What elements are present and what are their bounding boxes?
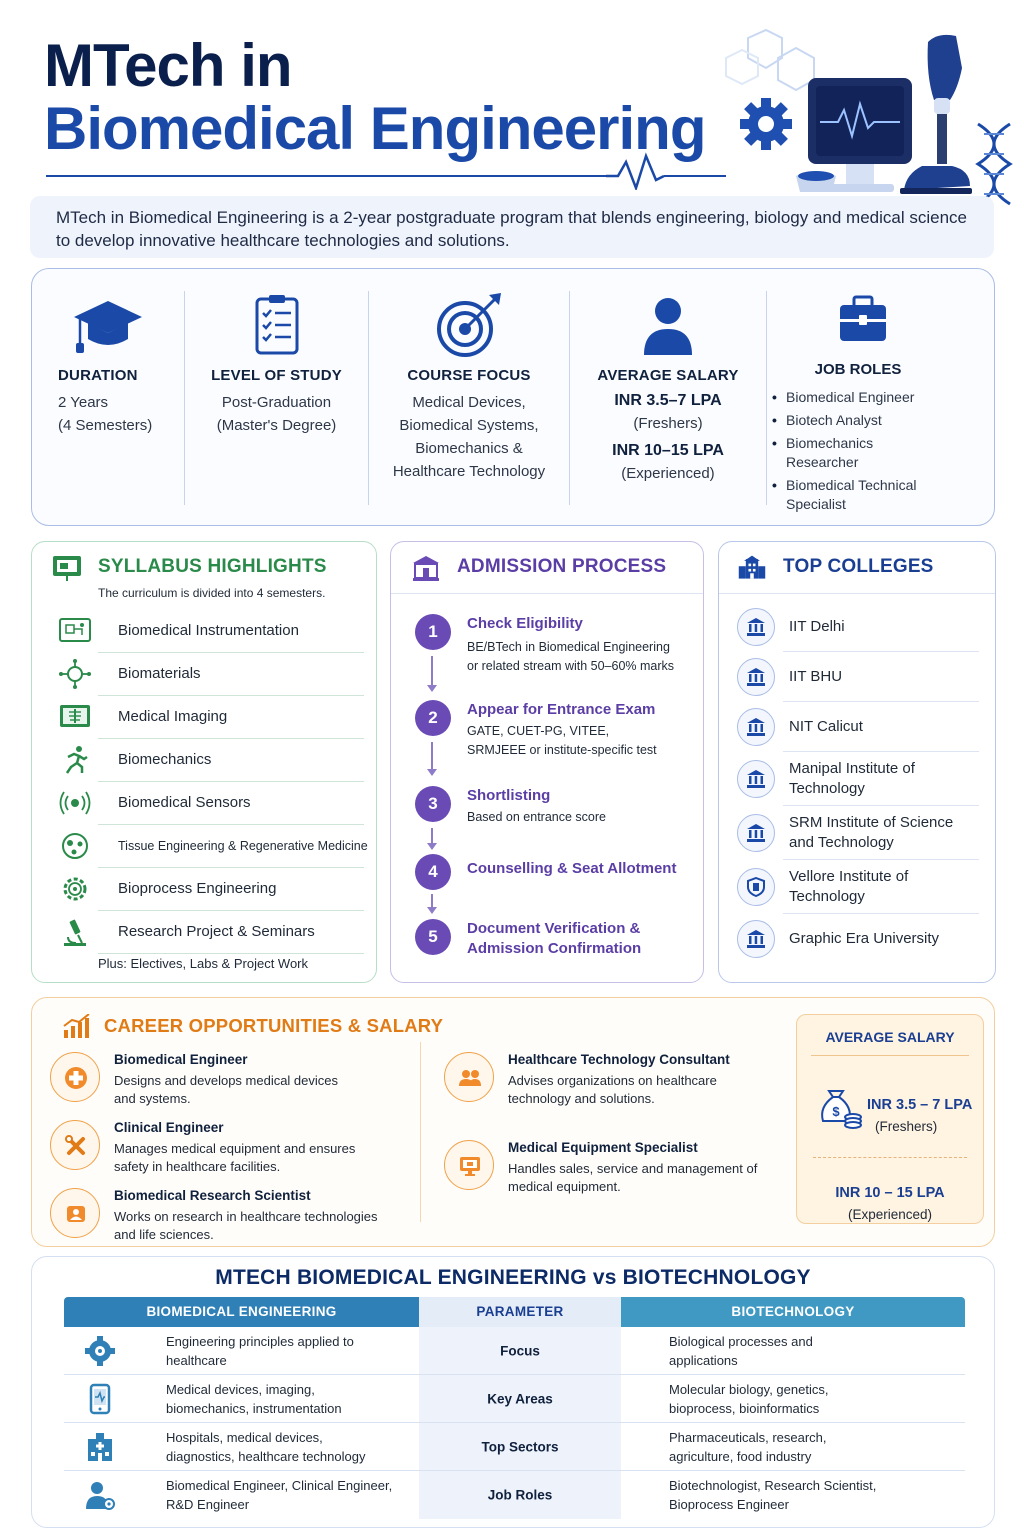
syllabus-label: Bioprocess Engineering <box>118 880 277 897</box>
people-icon <box>444 1052 494 1102</box>
job-role-item: • Biomedical Engineer <box>768 388 988 407</box>
focus-line: Healthcare Technology <box>392 463 546 480</box>
salary-label: AVERAGE SALARY <box>597 367 739 384</box>
salary-experienced-label: (Experienced) <box>621 465 715 482</box>
step-title: Document Verification & Admission Confirmation <box>467 920 642 957</box>
circuit-board-icon <box>58 616 92 646</box>
syllabus-item <box>58 868 364 911</box>
focus-line: Medical Devices, <box>412 394 526 411</box>
syllabus-label: Biomechanics <box>118 751 212 768</box>
medical-cross-icon <box>50 1052 100 1102</box>
step-desc: SRMJEEE or institute-specific test <box>467 743 657 757</box>
syllabus-item <box>58 653 364 696</box>
job-role-item: • Biomechanics Researcher <box>768 434 898 472</box>
level-label: LEVEL OF STUDY <box>211 367 342 384</box>
syllabus-label: Medical Imaging <box>118 708 228 725</box>
clipboard-checklist-icon <box>241 293 313 359</box>
salary-box-experienced-label: (Experienced) <box>847 1207 933 1222</box>
table-row <box>64 1471 965 1519</box>
college-name: Graphic Era University <box>789 930 940 947</box>
svg-text:$: $ <box>832 1104 840 1119</box>
sensor-icon <box>58 788 92 818</box>
page-title-line2: Biomedical Engineering <box>44 95 706 162</box>
money-bag-icon <box>815 1081 863 1129</box>
level-value: Post-Graduation <box>221 394 332 411</box>
college-name: IIT BHU <box>789 668 843 685</box>
user-settings-icon <box>84 1479 116 1511</box>
salary-box-title: AVERAGE SALARY <box>825 1029 955 1045</box>
job-role-item: • Biotech Analyst <box>768 411 988 430</box>
bme-cell: Biomedical Engineer, Clinical Engineer, R&D Engineer <box>166 1478 393 1512</box>
graduation-cap-icon <box>72 293 144 359</box>
table-row <box>64 1327 965 1375</box>
gear-icon <box>84 1335 116 1367</box>
institution-icon <box>737 760 775 798</box>
briefcase-icon <box>836 293 890 345</box>
step-arrow-icon <box>431 894 433 912</box>
parameter-cell: Top Sectors <box>481 1439 559 1454</box>
column-header-parameter: PARAMETER <box>419 1297 621 1327</box>
duration-semesters: (4 Semesters) <box>58 417 153 434</box>
page-title-line1: MTech in <box>44 32 292 99</box>
level-degree: (Master's Degree) <box>216 417 337 434</box>
job-role-item: • Biomedical Technical Specialist <box>768 476 958 514</box>
step-title: Counselling & Seat Allotment <box>467 860 677 877</box>
level-stat <box>185 269 368 527</box>
tools-icon <box>50 1120 100 1170</box>
college-item <box>735 860 979 914</box>
step-number: 4 <box>415 854 451 890</box>
salary-freshers-value: INR 3.5–7 LPA <box>614 392 722 409</box>
parameter-cell: Focus <box>500 1343 540 1358</box>
syllabus-item <box>58 911 364 954</box>
divider <box>766 291 767 505</box>
bme-cell: Engineering principles applied to healthcare <box>166 1333 354 1368</box>
parameter-cell: Key Areas <box>487 1391 553 1406</box>
college-name: Manipal Institute of Technology <box>789 760 915 797</box>
cell-icon <box>58 831 92 861</box>
step-number: 1 <box>415 614 451 650</box>
microscope-icon <box>58 917 92 947</box>
step-arrow-icon <box>431 828 433 848</box>
gear-icon <box>740 98 792 150</box>
step-number: 2 <box>415 700 451 736</box>
job-title: Healthcare Technology Consultant <box>508 1052 730 1067</box>
institution-icon <box>737 708 775 746</box>
syllabus-label: Tissue Engineering & Regenerative Medicine <box>118 839 368 853</box>
syllabus-item <box>58 610 364 653</box>
step-desc: Based on entrance score <box>467 810 606 824</box>
biotech-cell: Biotechnologist, Research Scientist, Bioprocess Engineer <box>669 1478 877 1512</box>
syllabus-item <box>58 782 364 825</box>
institution-icon <box>737 920 775 958</box>
tablet-device-icon <box>84 1383 116 1415</box>
heartbeat-line-icon <box>46 150 726 190</box>
divider <box>420 1042 421 1222</box>
job-desc: Advises organizations on healthcare technology and solutions. <box>508 1073 717 1106</box>
syllabus-label: Research Project & Seminars <box>118 923 315 940</box>
step-title: Shortlisting <box>467 787 551 804</box>
institution-icon <box>737 658 775 696</box>
person-icon <box>632 293 704 359</box>
step-arrow-icon <box>431 656 433 690</box>
college-name: Vellore Institute of Technology <box>789 868 909 905</box>
hospital-icon <box>84 1431 116 1463</box>
colleges-panel <box>718 541 996 983</box>
table-row <box>64 1375 965 1423</box>
career-title: CAREER OPPORTUNITIES & SALARY <box>104 1015 444 1036</box>
step-arrow-icon <box>431 742 433 774</box>
job-title: Biomedical Research Scientist <box>114 1188 311 1203</box>
focus-stat <box>369 269 569 527</box>
biotech-cell: Pharmaceuticals, research, agriculture, food industry <box>669 1429 827 1464</box>
parameter-cell: Job Roles <box>487 1487 553 1503</box>
average-salary-box <box>796 1014 984 1224</box>
job-roles-list <box>768 361 988 518</box>
shield-emblem-icon <box>737 868 775 906</box>
college-item <box>735 752 979 806</box>
syllabus-item <box>58 696 364 739</box>
salary-experienced-value: INR 10–15 LPA <box>612 442 724 459</box>
admission-title: ADMISSION PROCESS <box>457 556 667 577</box>
running-person-icon <box>58 745 92 775</box>
job-roles-label: JOB ROLES <box>814 361 902 378</box>
admission-panel <box>390 541 704 983</box>
job-desc: Manages medical equipment and ensures safety in healthcare facilities. <box>114 1141 356 1174</box>
colleges-title: TOP COLLEGES <box>783 556 934 577</box>
career-panel <box>31 997 995 1247</box>
xray-monitor-icon <box>58 702 92 732</box>
step-desc: GATE, CUET-PG, VITEE, <box>467 724 610 738</box>
duration-stat <box>32 269 184 527</box>
presentation-board-icon <box>52 555 82 581</box>
college-item <box>735 652 979 702</box>
syllabus-subtitle: The curriculum is divided into 4 semesters. <box>98 586 326 600</box>
intro-text: MTech in Biomedical Engineering is a 2-year postgraduate program that blends engineering, biology and medical science to develop innovative healthcare technologies and solutions. <box>30 196 994 258</box>
city-buildings-icon <box>737 555 767 581</box>
college-item <box>735 602 979 652</box>
job-desc: Handles sales, service and management of medical equipment. <box>508 1161 758 1194</box>
syllabus-item <box>58 739 364 782</box>
molecule-icon <box>58 659 92 689</box>
step-title: Check Eligibility <box>467 615 583 632</box>
step-desc: or related stream with 50–60% marks <box>467 659 675 673</box>
research-icon <box>50 1188 100 1238</box>
bme-cell: Medical devices, imaging, biomechanics, instrumentation <box>166 1381 342 1416</box>
institution-building-icon <box>411 555 441 581</box>
job-desc: Works on research in healthcare technologies and life sciences. <box>114 1209 378 1242</box>
salary-box-experienced-value: INR 10 – 15 LPA <box>835 1185 945 1201</box>
salary-box-freshers-label: (Freshers) <box>875 1119 938 1134</box>
target-arrow-icon <box>433 293 505 359</box>
salary-box-freshers-value: INR 3.5 – 7 LPA <box>867 1097 973 1113</box>
focus-line: Biomedical Systems, <box>399 417 539 434</box>
college-name: NIT Calicut <box>789 718 863 735</box>
college-item <box>735 806 979 860</box>
syllabus-label: Biomedical Sensors <box>118 794 251 811</box>
college-name: SRM Institute of Science and Technology <box>789 814 954 851</box>
job-title: Clinical Engineer <box>114 1120 224 1135</box>
syllabus-panel <box>31 541 377 983</box>
duration-label: DURATION <box>58 367 138 384</box>
focus-line: Biomechanics & <box>415 440 523 457</box>
syllabus-item <box>58 825 368 868</box>
step-desc: BE/BTech in Biomedical Engineering <box>467 640 670 654</box>
comparison-title: MTECH BIOMEDICAL ENGINEERING vs BIOTECHNOLOGY <box>215 1266 811 1289</box>
syllabus-footer: Plus: Electives, Labs & Project Work <box>98 956 309 971</box>
comparison-table-panel <box>31 1256 995 1528</box>
syllabus-label: Biomedical Instrumentation <box>118 622 299 639</box>
syllabus-title: SYLLABUS HIGHLIGHTS <box>98 556 327 577</box>
biotech-cell: Molecular biology, genetics, bioprocess, bioinformatics <box>669 1381 829 1416</box>
monitor-icon <box>444 1140 494 1190</box>
college-name: IIT Delhi <box>789 618 845 635</box>
column-header-bme: BIOMEDICAL ENGINEERING <box>64 1297 419 1327</box>
salary-freshers-label: (Freshers) <box>633 415 703 432</box>
institution-icon <box>737 814 775 852</box>
job-title: Biomedical Engineer <box>114 1052 248 1067</box>
gear-cell-icon <box>58 874 92 904</box>
syllabus-label: Biomaterials <box>118 665 201 682</box>
college-item <box>735 914 979 964</box>
focus-label: COURSE FOCUS <box>407 367 531 384</box>
job-title: Medical Equipment Specialist <box>508 1140 698 1155</box>
growth-chart-icon <box>62 1014 92 1038</box>
step-number: 5 <box>415 919 451 955</box>
hero-illustration-icon <box>720 28 1020 208</box>
column-header-biotech: BIOTECHNOLOGY <box>621 1297 965 1327</box>
job-desc: Designs and develops medical devices and systems. <box>114 1073 339 1106</box>
institution-icon <box>737 608 775 646</box>
step-title: Appear for Entrance Exam <box>467 701 656 718</box>
college-item <box>735 702 979 752</box>
bme-cell: Hospitals, medical devices, diagnostics, healthcare technology <box>166 1429 366 1464</box>
duration-value: 2 Years <box>58 394 109 411</box>
quick-facts-card <box>31 268 995 526</box>
table-row <box>64 1423 965 1471</box>
step-number: 3 <box>415 786 451 822</box>
salary-stat <box>570 269 766 527</box>
biotech-cell: Biological processes and applications <box>669 1333 813 1368</box>
